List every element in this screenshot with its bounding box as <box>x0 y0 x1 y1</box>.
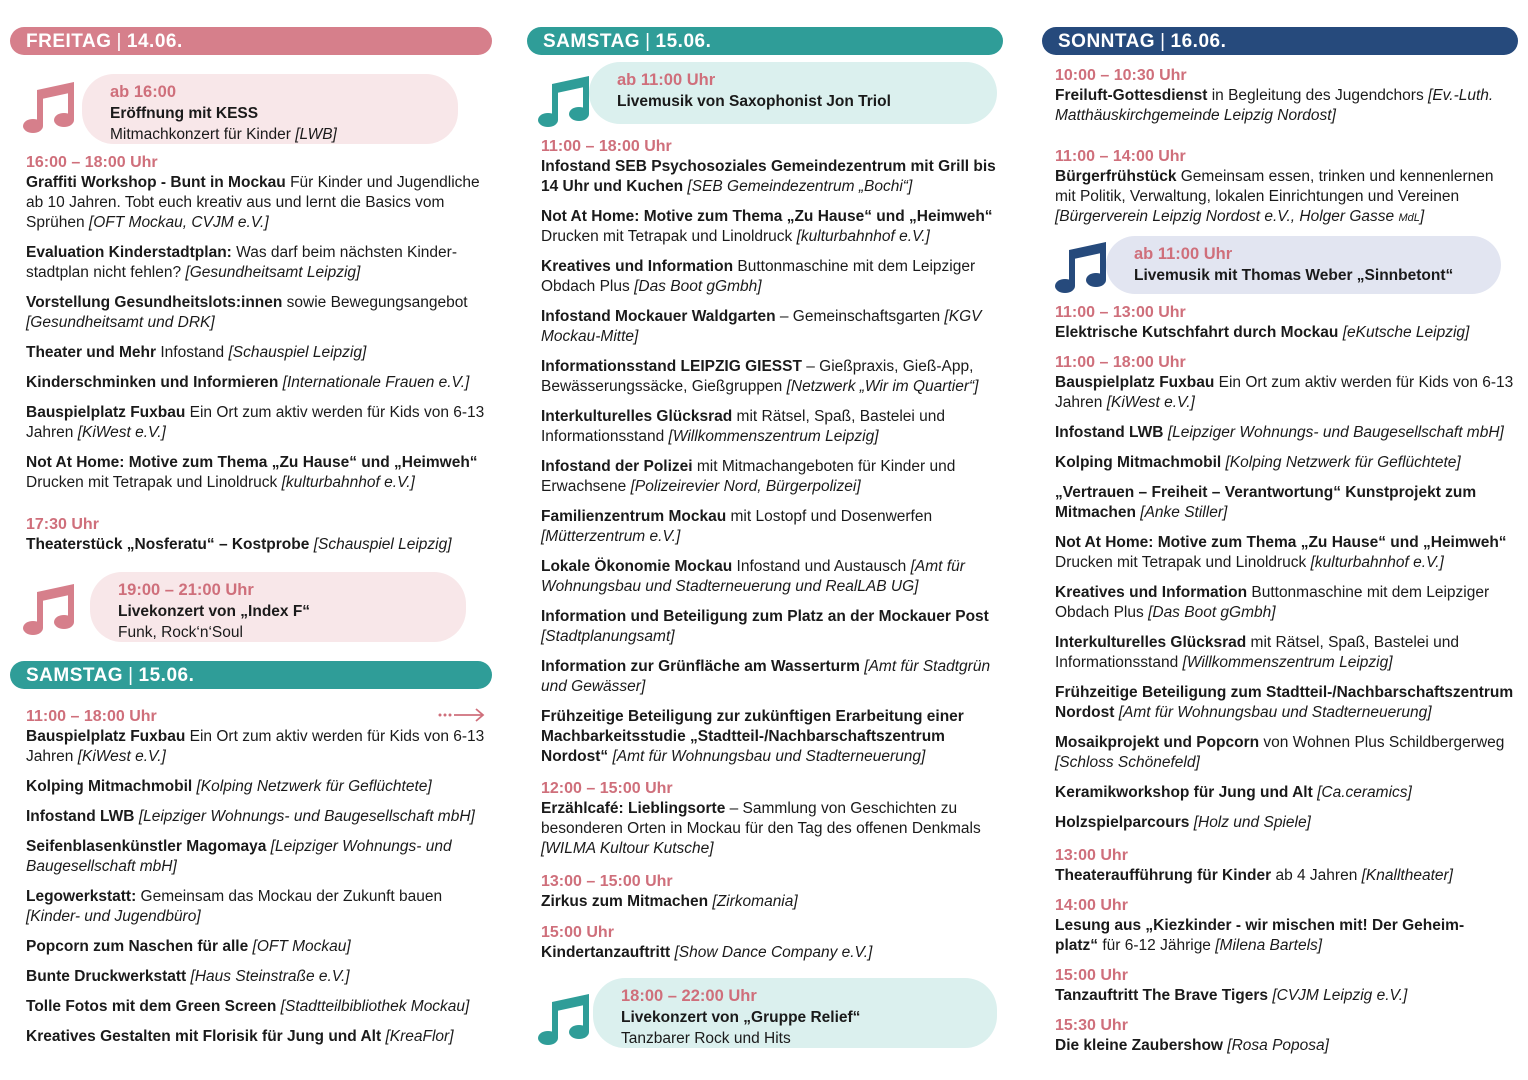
event-desc: von Wohnen Plus Schildbergerweg <box>1259 734 1505 751</box>
time-label: 13:00 Uhr <box>1055 847 1128 864</box>
event-title: Kreatives Gestalten mit Florisik für Jung und Alt <box>26 1028 382 1045</box>
event-desc: – Gemeinschaftsgarten <box>775 308 945 325</box>
event-item <box>541 507 1001 547</box>
event-desc: Was darf beim nächsten Kinderstadtplan nicht fehlen? <box>26 244 457 281</box>
event-desc: mit Mitmachangeboten für Kinder und Erwachsene <box>541 458 956 495</box>
event-item <box>541 657 1001 697</box>
time-label: 13:00 – 15:00 Uhr <box>541 873 673 890</box>
event-item <box>1055 583 1518 623</box>
event-org: [CVJM Leipzig e.V.] <box>1272 987 1408 1004</box>
music-note-icon <box>537 992 593 1046</box>
event-org: [Amt für Wohnungsbau und Stadterneuerung] <box>612 748 926 765</box>
event-title: Elektrische Kutschfahrt durch Mockau <box>1055 324 1339 341</box>
event-time: ab 11:00 Uhr <box>1134 245 1233 263</box>
day-name: SAMSTAG <box>26 665 124 686</box>
event-title: Lokale Ökonomie Mockau <box>541 558 733 575</box>
time-label: 11:00 – 18:00 Uhr <box>1055 354 1186 371</box>
time-block-sunday-1530 <box>1055 1016 1518 1056</box>
event-title: Kreatives und Information <box>541 258 734 275</box>
time-block-saturday-1500 <box>541 923 1001 963</box>
event-org: [Ca.ceramics] <box>1317 784 1412 801</box>
event-title: Frühzeitige Beteiligung zum Stadtteil-/Nachbarschaftszentrum Nordost <box>1055 684 1514 721</box>
event-title: Mosaikprojekt und Popcorn <box>1055 734 1260 751</box>
event-item <box>26 807 492 827</box>
event-org-end: ] <box>1419 208 1425 225</box>
event-desc: Buttonmaschine mit dem Leipziger Obdach Plus <box>541 258 976 295</box>
event-title: Bauspielplatz Fuxbau <box>26 728 186 745</box>
day-date: 16.06. <box>1170 31 1227 52</box>
event-item <box>541 357 1001 397</box>
event-desc: Drucken mit Tetrapak und Linoldruck <box>1055 554 1311 571</box>
event-desc: – Sammlung von Geschichten zu besonderen Orten in Mockau für den Tag des offenen Denkmals <box>541 800 981 837</box>
event-item <box>1055 633 1518 673</box>
event-title: Infostand der Polizei <box>541 458 693 475</box>
day-name: FREITAG <box>26 31 112 52</box>
event-title: Theateraufführung für Kinder <box>1055 867 1272 884</box>
event-org: [Leipziger Wohnungs- und Baugesellschaft mbH] <box>1167 424 1504 441</box>
time-block-sunday-1100-kutsche <box>1055 303 1518 343</box>
event-org: [Show Dance Company e.V.] <box>674 944 873 961</box>
event-org: [Schloss Schönefeld] <box>1055 754 1200 771</box>
event-item <box>26 373 486 393</box>
event-org: [Schauspiel Leipzig] <box>313 536 452 553</box>
event-org: [Gesundheitsamt Leipzig] <box>185 264 361 281</box>
event-item <box>26 777 492 797</box>
event-title: Freiluft-Gottesdienst <box>1055 87 1208 104</box>
event-title: Keramikworkshop für Jung und Alt <box>1055 784 1313 801</box>
event-org: [Stadtteilbibliothek Mockau] <box>280 998 470 1015</box>
event-title: Holzspielparcours <box>1055 814 1190 831</box>
event-title: Bauspielplatz Fuxbau <box>26 404 186 421</box>
event-title: Eröffnung mit KESS <box>110 105 259 122</box>
event-title: Popcorn zum Naschen für alle <box>26 938 249 955</box>
event-item <box>26 1027 492 1047</box>
time-block-saturday-1100 <box>541 137 1001 767</box>
event-title: Not At Home: Motive zum Thema „Zu Hause“ und „Heimweh“ <box>1055 534 1507 551</box>
event-org: [KGV Mockau-Mitte] <box>541 308 982 345</box>
event-org: [eKutsche Leipzig] <box>1342 324 1470 341</box>
event-org: [SEB Gemeindezentrum „Bochi“] <box>687 178 913 195</box>
event-item <box>26 243 486 283</box>
day-header-saturday: SAMSTAG | 15.06. <box>527 27 1003 55</box>
event-item <box>541 557 1001 597</box>
event-title: Seifenblasenkünstler Magomaya <box>26 838 267 855</box>
event-desc: Für Kinder und Jugendliche ab 10 Jahren. Tobt euch kreativ aus und lernt die Basics vom Sprühen <box>26 174 480 231</box>
day-date: 14.06. <box>126 31 183 52</box>
event-item <box>26 997 492 1017</box>
event-org: [Ev.-Luth. Matthäuskirchgemeinde Leipzig Nordost] <box>1055 87 1494 124</box>
day-header-sunday: SONNTAG | 16.06. <box>1042 27 1518 55</box>
event-title: Livemusik von Saxophonist Jon Triol <box>617 93 891 110</box>
event-org: [KiWest e.V.] <box>1106 394 1195 411</box>
event-item <box>26 403 486 443</box>
event-title: Erzählcafé: Lieblingsorte <box>541 800 726 817</box>
column-saturday <box>527 0 1003 1080</box>
event-title: „Vertrauen – Freiheit – Verantwortung“ Kunstprojekt zum Mitmachen <box>1055 484 1477 521</box>
time-label: 15:00 Uhr <box>541 924 614 941</box>
event-item <box>26 937 492 957</box>
event-item <box>1055 483 1518 523</box>
time-label: 17:30 Uhr <box>26 516 99 533</box>
event-title: Vorstellung Gesundheitslots:innen <box>26 294 283 311</box>
day-header-friday: FREITAG | 14.06. <box>10 27 492 55</box>
event-org: [Amt für Wohnungsbau und Stadterneuerung und RealLAB UG] <box>541 558 965 595</box>
event-title: Infostand LWB <box>1055 424 1164 441</box>
event-org: [Polizeirevier Nord, Bürgerpolizei] <box>630 478 861 495</box>
event-item <box>541 457 1001 497</box>
event-title: Lesung aus „Kiezkinder - wir mischen mit! Der Geheimplatz“ <box>1055 917 1465 954</box>
time-block-saturday-1300 <box>541 872 1001 912</box>
time-block-sunday-1100-1800 <box>1055 353 1518 833</box>
event-org: [kulturbahnhof e.V.] <box>281 474 415 491</box>
event-org: [Leipziger Wohnungs- und Baugesellschaft mbH] <box>138 808 475 825</box>
event-title: Interkulturelles Glücksrad <box>541 408 733 425</box>
event-org: [KiWest e.V.] <box>77 748 166 765</box>
event-item <box>26 967 492 987</box>
event-desc: Ein Ort zum aktiv werden für Kids von 6-13 Jahren <box>26 728 485 765</box>
event-desc: Ein Ort zum aktiv werden für Kids von 6-13 Jahren <box>26 404 485 441</box>
event-title: Bunte Druckwerkstatt <box>26 968 187 985</box>
event-org: [WILMA Kultour Kutsche] <box>541 840 714 857</box>
event-org: [Rosa Poposa] <box>1227 1037 1329 1054</box>
event-title: Infostand Mockauer Waldgarten <box>541 308 776 325</box>
event-desc: Infostand <box>156 344 229 361</box>
event-bubble-index-f <box>90 572 466 642</box>
event-title: Livekonzert von „Index F“ <box>118 603 311 620</box>
event-desc: Funk, Rock‘n‘Soul <box>118 624 243 641</box>
event-title: Kreatives und Information <box>1055 584 1248 601</box>
event-org: [Willkommenszentrum Leipzig] <box>668 428 879 445</box>
event-org: [KiWest e.V.] <box>77 424 166 441</box>
event-title: Infostand SEB Psychosoziales Gemeindezentrum mit Grill bis 14 Uhr und Kuchen <box>541 158 996 195</box>
event-title: Graffiti Workshop - Bunt in Mockau <box>26 174 286 191</box>
time-label: 12:00 – 15:00 Uhr <box>541 780 673 797</box>
event-desc: Mitmachkonzert für Kinder <box>110 126 296 143</box>
event-desc: Infostand und Austausch <box>732 558 911 575</box>
time-label: 16:00 – 18:00 Uhr <box>26 154 158 171</box>
time-block-friday-1730 <box>26 515 486 555</box>
event-org: [Das Boot gGmbh] <box>1148 604 1276 621</box>
event-org: [Milena Bartels] <box>1215 937 1323 954</box>
day-name: SAMSTAG <box>543 31 641 52</box>
event-org: [Zirkomania] <box>712 893 798 910</box>
event-title: Legowerkstatt: <box>26 888 137 905</box>
event-title: Not At Home: Motive zum Thema „Zu Hause“ und „Heimweh“ <box>26 454 478 471</box>
event-desc: mit Lostopf und Dosenwerfen <box>726 508 933 525</box>
event-bubble-gruppe-relief <box>593 978 997 1048</box>
event-desc: für 6-12 Jährige <box>1098 937 1216 954</box>
event-org: [KreaFlor] <box>385 1028 454 1045</box>
event-org: [Kolping Netzwerk für Geflüchtete] <box>196 778 432 795</box>
event-item <box>26 453 486 493</box>
event-desc: in Begleitung des Jugendchors <box>1207 87 1429 104</box>
event-org: [Bürgerverein Leipzig Nordost e.V., Holger Gasse <box>1055 208 1399 225</box>
day-name: SONNTAG <box>1058 31 1156 52</box>
event-item <box>1055 453 1518 473</box>
event-item <box>541 157 1001 197</box>
event-item <box>26 293 486 333</box>
event-org: [Mütterzentrum e.V.] <box>541 528 681 545</box>
event-org: [Gesundheitsamt und DRK] <box>26 314 215 331</box>
event-item <box>541 307 1001 347</box>
time-block-sunday-1400 <box>1055 896 1495 956</box>
event-org: [Amt für Wohnungsbau und Stadterneuerung] <box>1118 704 1432 721</box>
music-note-icon <box>22 80 78 134</box>
event-title: Tanzauftritt The Brave Tigers <box>1055 987 1269 1004</box>
event-org: [Anke Stiller] <box>1140 504 1228 521</box>
event-org: [Stadtplanungsamt] <box>541 628 675 645</box>
event-time: ab 11:00 Uhr <box>617 71 716 89</box>
time-label: 14:00 Uhr <box>1055 897 1128 914</box>
event-bubble-opening <box>82 74 458 144</box>
event-org: [kulturbahnhof e.V.] <box>1310 554 1444 571</box>
event-item <box>1055 733 1518 773</box>
time-label: 15:30 Uhr <box>1055 1017 1128 1034</box>
event-org: [Schauspiel Leipzig] <box>228 344 367 361</box>
day-date: 15.06. <box>655 31 712 52</box>
event-title: Familienzentrum Mockau <box>541 508 727 525</box>
day-date: 15.06. <box>138 665 195 686</box>
event-item <box>26 887 492 927</box>
time-block-sunday-1300 <box>1055 846 1518 886</box>
time-label: 11:00 – 18:00 Uhr <box>541 138 672 155</box>
event-time: ab 16:00 <box>110 83 177 101</box>
event-title: Information zur Grünfläche am Wasserturm <box>541 658 860 675</box>
event-org: [LWB] <box>295 126 337 143</box>
event-item <box>541 707 1001 767</box>
event-item <box>541 407 1001 447</box>
event-item <box>26 727 492 767</box>
event-title: Theaterstück „Nosferatu“ – Kostprobe <box>26 536 310 553</box>
event-org: [OFT Mockau, CVJM e.V.] <box>88 214 269 231</box>
event-item <box>1055 373 1518 413</box>
event-title: Evaluation Kinderstadtplan: <box>26 244 232 261</box>
event-title: Frühzeitige Beteiligung zur zukünftigen Erarbeitung einer Machbarkeitsstudie „Stadtteil-/Nachbarschaftszentrum Nordost“ <box>541 708 964 765</box>
event-item <box>26 343 486 363</box>
time-block-saturday-1200 <box>541 779 1003 859</box>
event-desc: Ein Ort zum aktiv werden für Kids von 6-13 Jahren <box>1055 374 1514 411</box>
column-friday <box>10 0 492 1080</box>
event-title: Not At Home: Motive zum Thema „Zu Hause“ und „Heimweh“ <box>541 208 993 225</box>
event-org: [Netzwerk „Wir im Quartier“] <box>786 378 979 395</box>
event-item <box>1055 813 1518 833</box>
column-sunday <box>1042 0 1518 1080</box>
event-time: 19:00 – 21:00 Uhr <box>118 581 254 599</box>
event-org: [Willkommenszentrum Leipzig] <box>1182 654 1393 671</box>
event-title: Bauspielplatz Fuxbau <box>1055 374 1215 391</box>
time-block-friday-1600 <box>26 153 486 493</box>
event-title: Infostand LWB <box>26 808 135 825</box>
music-note-icon <box>22 582 78 636</box>
event-bubble-thomas-weber <box>1106 236 1501 294</box>
time-label: 11:00 – 18:00 Uhr <box>26 708 157 725</box>
event-item <box>1055 533 1518 573</box>
event-title: Kinderschminken und Informieren <box>26 374 279 391</box>
music-note-icon <box>537 74 593 128</box>
time-label: 11:00 – 14:00 Uhr <box>1055 148 1186 165</box>
time-block-sunday-1100-fruehstueck <box>1055 147 1518 228</box>
event-org: [Internationale Frauen e.V.] <box>282 374 470 391</box>
event-desc: Gemeinsam essen, trinken und kennenlernen mit Politik, Verwaltung, lokalen Einrichtungen und Vereinen <box>1055 168 1494 205</box>
event-org: [Knalltheater] <box>1361 867 1453 884</box>
event-org: [Holz und Spiele] <box>1193 814 1311 831</box>
time-label: 10:00 – 10:30 Uhr <box>1055 67 1187 84</box>
event-item <box>1055 683 1518 723</box>
event-org: [kulturbahnhof e.V.] <box>796 228 930 245</box>
event-title: Interkulturelles Glücksrad <box>1055 634 1247 651</box>
event-item <box>26 837 492 877</box>
event-desc: Buttonmaschine mit dem Leipziger Obdach Plus <box>1055 584 1490 621</box>
event-org-suffix: MdL <box>1398 212 1420 224</box>
event-title: Die kleine Zaubershow <box>1055 1037 1223 1054</box>
event-desc: mit Rätsel, Spaß, Bastelei und Informationsstand <box>541 408 946 445</box>
day-header-saturday: SAMSTAG | 15.06. <box>10 661 492 689</box>
event-org: [OFT Mockau] <box>252 938 351 955</box>
event-title: Zirkus zum Mitmachen <box>541 893 709 910</box>
event-bubble-jon-triol <box>589 62 997 124</box>
event-item <box>1055 783 1518 803</box>
event-title: Theater und Mehr <box>26 344 157 361</box>
event-desc: Gemeinsam das Mockau der Zukunft bauen <box>136 888 443 905</box>
event-item <box>1055 423 1518 443</box>
event-title: Kolping Mitmachmobil <box>1055 454 1222 471</box>
event-desc: Drucken mit Tetrapak und Linoldruck <box>541 228 797 245</box>
event-org: [Das Boot gGmbh] <box>634 278 762 295</box>
event-org: [Leipziger Wohnungs- und Baugesellschaft mbH] <box>26 838 452 875</box>
event-title: Information und Beteiligung zum Platz an der Mockauer Post <box>541 608 989 625</box>
event-org: [Haus Steinstraße e.V.] <box>190 968 350 985</box>
event-title: Kindertanzauftritt <box>541 944 671 961</box>
event-time: 18:00 – 22:00 Uhr <box>621 987 757 1005</box>
event-item <box>26 173 486 233</box>
music-note-icon <box>1054 240 1110 294</box>
event-title: Kolping Mitmachmobil <box>26 778 193 795</box>
event-title: Livekonzert von „Gruppe Relief“ <box>621 1009 861 1026</box>
event-title: Tolle Fotos mit dem Green Screen <box>26 998 277 1015</box>
event-item <box>541 607 1001 647</box>
event-org: [Amt für Stadtgrün und Gewässer] <box>541 658 991 695</box>
time-block-saturday-left <box>26 707 492 1047</box>
event-item <box>541 257 1001 297</box>
event-desc: – Gießpraxis, Gieß-App, Bewässerungssäcke, Gießgruppen <box>541 358 974 395</box>
event-desc: Tanzbarer Rock und Hits <box>621 1030 791 1047</box>
event-desc: ab 4 Jahren <box>1271 867 1362 884</box>
event-title: Bürgerfrühstück <box>1055 168 1177 185</box>
event-desc: Drucken mit Tetrapak und Linoldruck <box>26 474 282 491</box>
time-block-sunday-1000 <box>1055 66 1518 126</box>
time-label: 15:00 Uhr <box>1055 967 1128 984</box>
time-block-sunday-1500 <box>1055 966 1518 1006</box>
time-label: 11:00 – 13:00 Uhr <box>1055 304 1186 321</box>
event-org: [Kinder- und Jugendbüro] <box>26 908 201 925</box>
event-title: Livemusik mit Thomas Weber „Sinnbetont“ <box>1134 267 1454 284</box>
event-title: Informationsstand LEIPZIG GIESST <box>541 358 802 375</box>
event-item <box>541 207 1001 247</box>
event-org: [Kolping Netzwerk für Geflüchtete] <box>1225 454 1461 471</box>
event-desc: sowie Bewegungsangebot <box>282 294 468 311</box>
event-desc: mit Rätsel, Spaß, Bastelei und Informationsstand <box>1055 634 1460 671</box>
